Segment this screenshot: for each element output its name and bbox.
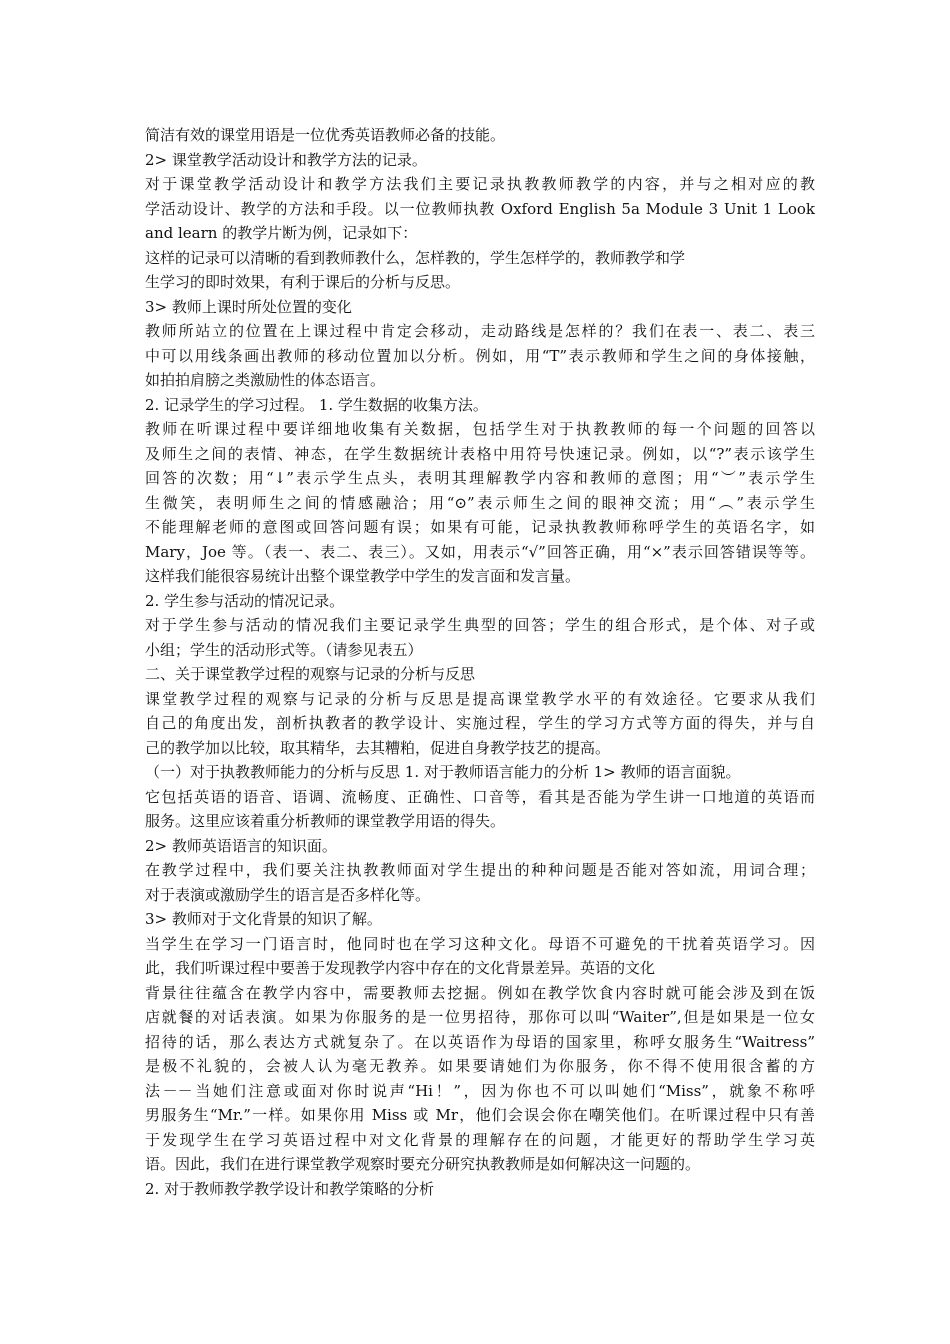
text-line: 2> 教师英语语言的知识面。	[145, 836, 337, 855]
text-line: 服务。这里应该着重分析教师的课堂教学用语的得失。	[145, 812, 506, 830]
text-line: 招待的话，那么表达方式就复杂了。在以英语作为母语的国家里，称呼女服务生“Waitress”	[145, 1032, 815, 1051]
text-line: 二、关于课堂教学过程的观察与记录的分析与反思	[145, 665, 476, 683]
text-line: 及师生之间的表情、神态，在学生数据统计表格中用符号快速记录。例如，以“?”表示该学生	[145, 444, 815, 463]
text-line: 是极不礼貌的，会被人认为毫无教养。如果要请她们为你服务，你不得不使用很含蓄的方	[145, 1057, 815, 1075]
text-line: 这样我们能很容易统计出整个课堂教学中学生的发言面和发言量。	[145, 567, 581, 585]
text-line: 3> 教师上课时所处位置的变化	[145, 297, 352, 316]
text-line: 中可以用线条画出教师的移动位置加以分析。例如，用“T”表示教师和学生之间的身体接触，	[145, 346, 815, 365]
text-line: 于发现学生在学习英语过程中对文化背景的理解存在的问题，才能更好的帮助学生学习英	[145, 1130, 815, 1149]
text-line: 对于学生参与活动的情况我们主要记录学生典型的回答；学生的组合形式，是个体、对子或	[145, 616, 815, 634]
text-line: 教师在听课过程中要详细地收集有关数据，包括学生对于执教教师的每一个问题的回答以	[145, 420, 815, 438]
text-line: Mary，Joe 等。（表一、表二、表三）。又如，用表示“√”回答正确，用“×”表示回答错误等等。	[145, 542, 815, 561]
text-line: 3> 教师对于文化背景的知识了解。	[145, 910, 382, 928]
text-line: 在教学过程中，我们要关注执教教师面对学生提出的种种问题是否能对答如流，用词合理；	[145, 861, 815, 879]
text-line: 男服务生“Mr.”一样。如果你用 Miss 或 Mr，他们会误会你在嘲笑他们。在听课过程中只有善	[145, 1106, 815, 1124]
text-line: 这样的记录可以清晰的看到教师教什么，怎样教的，学生怎样学的，教师教学和学	[145, 248, 686, 267]
text-line: 此，我们听课过程中要善于发现教学内容中存在的文化背景差异。英语的文化	[145, 959, 656, 977]
text-line: 语。因此，我们在进行课堂教学观察时要充分研究执教教师是如何解决这一问题的。	[145, 1155, 701, 1173]
text-line: 教师所站立的位置在上课过程中肯定会移动，走动路线是怎样的？我们在表一、表二、表三	[145, 322, 815, 340]
text-line: 不能理解老师的意图或回答问题有误；如果有可能，记录执教教师称呼学生的英语名字，如	[145, 518, 815, 536]
text-line: 回答的次数；用“↓”表示学生点头，表明其理解教学内容和教师的意图；用“︶”表示学生	[145, 469, 815, 487]
text-line: 学活动设计、教学的方法和手段。以一位教师执教 Oxford English 5a Module 3 Unit 1 Look	[145, 199, 815, 218]
text-line: 生微笑，表明师生之间的情感融洽；用“⊙”表示师生之间的眼神交流；用“︵”表示学生	[145, 493, 815, 512]
text-line: 生学习的即时效果，有利于课后的分析与反思。	[145, 273, 461, 291]
text-line: 当学生在学习一门语言时，他同时也在学习这种文化。母语不可避免的干扰着英语学习。因	[145, 934, 815, 953]
text-line: 背景往往蕴含在教学内容中，需要教师去挖掘。例如在教学饮食内容时就可能会涉及到在饭	[145, 983, 815, 1002]
text-line: 如拍拍肩膀之类激励性的体态语言。	[145, 371, 386, 389]
text-line: 它包括英语的语音、语调、流畅度、正确性、口音等，看其是否能为学生讲一口地道的英语而	[145, 787, 815, 806]
text-line: 对于表演或激励学生的语言是否多样化等。	[145, 885, 431, 904]
text-line: and learn 的教学片断为例，记录如下：	[145, 224, 418, 242]
text-line: 2. 对于教师教学教学设计和教学策略的分析	[145, 1179, 435, 1198]
text-line: （一）对于执教教师能力的分析与反思 1. 对于教师语言能力的分析 1> 教师的语言面貌。	[145, 763, 741, 781]
text-line: 2. 记录学生的学习过程。 1. 学生数据的收集方法。	[145, 395, 488, 414]
text-line: 2> 课堂教学活动设计和教学方法的记录。	[145, 150, 427, 169]
text-line: 店就餐的对话表演。如果为你服务的是一位男招待，那你可以叫“Waiter”,但是如果是一位女	[145, 1008, 815, 1026]
text-line: 对于课堂教学活动设计和教学方法我们主要记录执教教师教学的内容，并与之相对应的教	[145, 175, 815, 193]
text-line: 简洁有效的课堂用语是一位优秀英语教师必备的技能。	[145, 126, 506, 144]
text-line: 己的教学加以比较，取其精华，去其糟粕，促进自身教学技艺的提高。	[145, 738, 611, 757]
text-line: 自己的角度出发，剖析执教者的教学设计、实施过程，学生的学习方式等方面的得失，并与自	[145, 714, 815, 732]
text-line: 法－－当她们注意或面对你时说声“Hi！”，因为你也不可以叫她们“Miss”，就象不称呼	[145, 1081, 815, 1100]
text-line: 课堂教学过程的观察与记录的分析与反思是提高课堂教学水平的有效途径。它要求从我们	[145, 689, 815, 708]
document-body	[145, 123, 815, 1201]
text-line: 小组；学生的活动形式等。（请参见表五）	[145, 640, 423, 659]
text-line: 2. 学生参与活动的情况记录。	[145, 591, 345, 610]
